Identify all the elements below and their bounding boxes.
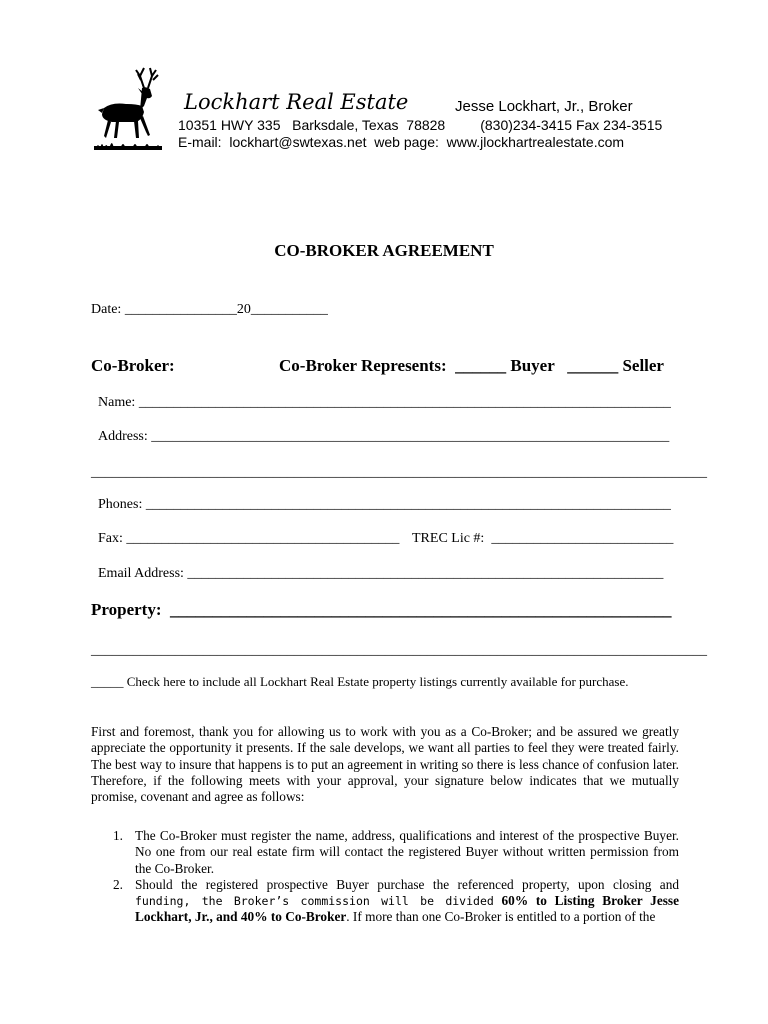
company-address: 10351 HWY 335 Barksdale, Texas 78828 (830)234-3415 Fax 234-3515 (178, 117, 663, 133)
company-name: Lockhart Real Estate (184, 90, 409, 114)
list-number: 2. (113, 876, 123, 892)
cobroker-label: Co-Broker: (91, 356, 175, 375)
represents-field: Co-Broker Represents: ______ Buyer ______ Seller (279, 356, 664, 375)
property-field: Property: ___________________________________________________________ (91, 600, 672, 619)
document-title: CO-BROKER AGREEMENT (274, 241, 494, 260)
address-field: Address: __________________________________________________________________________ (98, 429, 670, 444)
property-continuation-line: ________________________________________________________________________________________ (91, 643, 707, 658)
commission-split-text: 60% to Listing Broker Jesse Lockhart, Jr., and 40% to Co-Broker (135, 893, 679, 925)
list-item-text: The Co-Broker must register the name, address, qualifications and interest of the prospective Buyer. No one from our real estate firm will contact the registered Buyer without written permission from the Co-Broker. (135, 828, 679, 876)
company-email: E-mail: lockhart@swtexas.net web page: www.jlockhartrealestate.com (178, 134, 625, 150)
date-field: Date: ________________20___________ (91, 302, 328, 317)
list-item (91, 877, 679, 926)
email-address-field: Email Address: ____________________________________________________________________ (98, 566, 664, 581)
terms-list (91, 828, 679, 926)
broker-name: Jesse Lockhart, Jr., Broker (455, 98, 633, 115)
fax-field: Fax: _______________________________________ (98, 531, 400, 546)
list-item-text: . If more than one Co-Broker is entitled to a portion of the (346, 909, 656, 925)
list-number: 1. (113, 828, 123, 843)
list-item-text: funding, the Broker’s commission will be divided (135, 894, 494, 909)
address-continuation-line: ________________________________________________________________________________________ (91, 465, 707, 480)
list-item (91, 828, 679, 877)
trec-license-field: TREC Lic #: __________________________ (412, 531, 674, 546)
phones-field: Phones: ___________________________________________________________________________ (98, 497, 671, 512)
include-listings-checkbox-line: _____ Check here to include all Lockhart Real Estate property listings currently available for purchase. (91, 674, 629, 689)
intro-paragraph: First and foremost, thank you for allowing us to work with you as a Co-Broker; and be assured we greatly appreciate the opportunity it presents. If the sale develops, we want all parties to feel they were treated fairly. The best way to insure that happens is to put an agreement in writing so there is less chance of confusion later. Therefore, if the following meets with your approval, your signature below indicates that we mutually promise, covenant and agree as follows: (91, 724, 679, 805)
list-item-text: Should the registered prospective Buyer purchase the referenced property, upon closing and (135, 876, 679, 892)
deer-logo-icon (92, 66, 164, 152)
name-field: Name: ____________________________________________________________________________ (98, 395, 671, 410)
